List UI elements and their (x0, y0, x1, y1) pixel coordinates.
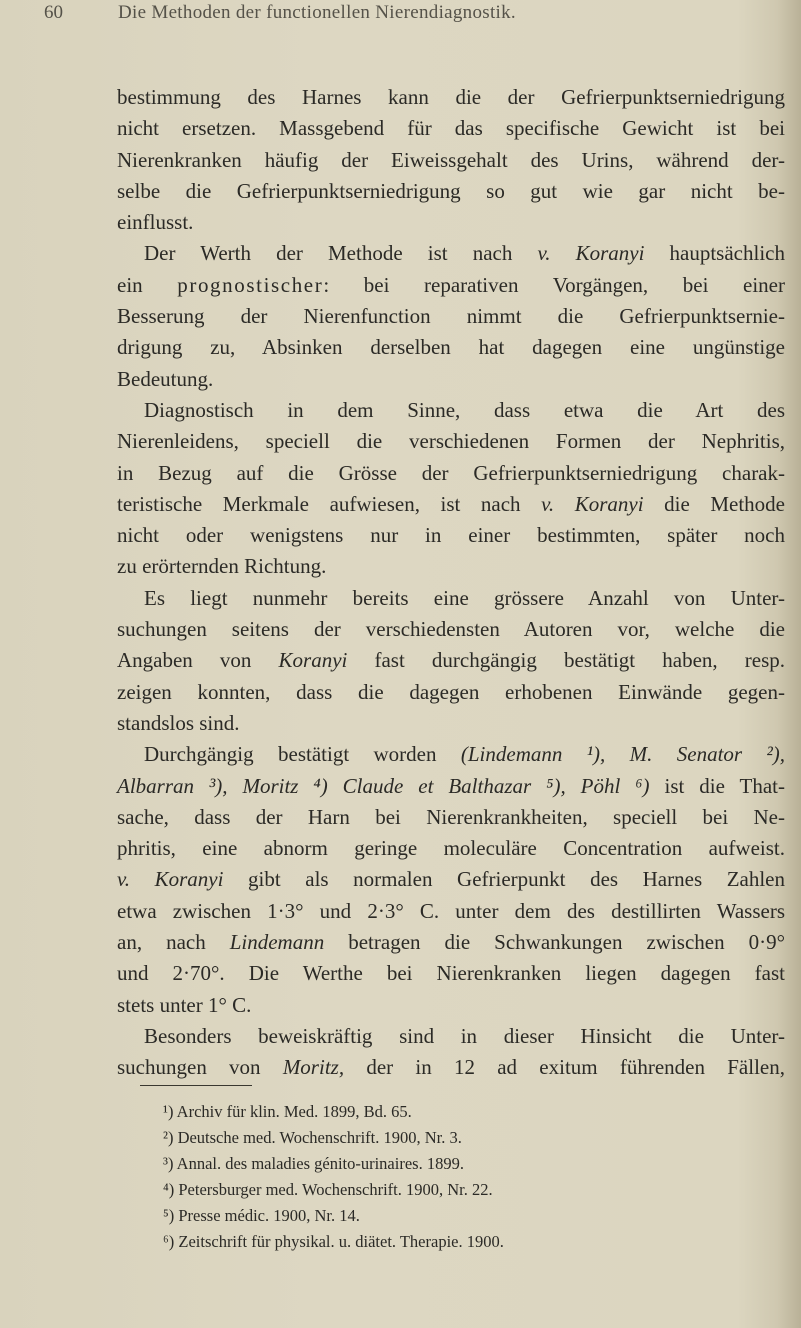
text-segment: zeigen konnten, dass die dagegen erhobenen Einwände gegen- (117, 679, 785, 704)
text-segment: Der Werth der Methode ist nach (144, 241, 538, 266)
text-line (117, 990, 785, 1021)
text-line (117, 489, 785, 520)
text-segment: stets unter 1° C. (117, 992, 252, 1017)
italic-text: Koranyi (278, 648, 348, 673)
italic-text: Albarran ³), Moritz ⁴) Claude et Balthazar ⁵), Pöhl ⁶) (117, 773, 650, 798)
footnote: ³) Annal. des maladies génito-urinaires. 1899. (163, 1154, 464, 1173)
text-line (117, 395, 785, 426)
text-segment: Es liegt nunmehr bereits eine grössere Anzahl von Unter- (144, 585, 785, 610)
text-line (117, 864, 785, 895)
footnote: ⁴) Petersburger med. Wochenschrift. 1900, Nr. 22. (163, 1180, 493, 1199)
text-line (117, 833, 785, 864)
text-line (117, 708, 785, 739)
text-segment: teristische Merkmale aufwiesen, ist nach (117, 491, 542, 516)
footnote-divider (140, 1085, 252, 1086)
text-segment: drigung zu, Absinken derselben hat dagegen eine ungünstige (117, 335, 785, 360)
text-line (117, 645, 785, 676)
text-segment: Nierenleidens, speciell die verschiedenen Formen der Nephritis, (117, 429, 785, 454)
text-segment: Besserung der Nierenfunction nimmt die Gefrierpunktsernie- (117, 304, 785, 329)
italic-text: v. Koranyi (537, 241, 645, 266)
text-line (117, 520, 785, 551)
text-segment: Bedeutung. (117, 366, 214, 391)
page-number: 60 (44, 2, 63, 23)
text-segment: Angaben von (117, 648, 279, 673)
text-line (117, 145, 785, 176)
text-segment: hauptsächlich (644, 241, 785, 266)
text-line (117, 927, 785, 958)
text-segment: der in 12 ad exitum führenden Fällen, (344, 1055, 785, 1080)
text-segment: nicht oder wenigstens nur in einer bestimmten, später noch (117, 523, 785, 548)
text-line (117, 270, 785, 301)
footnotes (163, 1099, 504, 1255)
text-line (117, 1052, 785, 1083)
text-line (117, 771, 785, 802)
text-line (117, 896, 785, 927)
footnote: ⁶) Zeitschrift für physikal. u. diätet. Therapie. 1900. (163, 1232, 504, 1251)
text-segment: suchungen seitens der verschiedensten Autoren vor, welche die (117, 617, 785, 642)
text-segment: und 2·70°. Die Werthe bei Nierenkranken liegen dagegen fast (117, 961, 785, 986)
text-line (117, 739, 785, 770)
text-line (117, 1021, 785, 1052)
text-segment: die Methode (643, 491, 785, 516)
text-segment: phritis, eine abnorm geringe moleculäre Concentration aufweist. (117, 836, 785, 861)
text-line (117, 958, 785, 989)
text-segment: Durchgängig bestätigt worden (144, 742, 461, 767)
text-segment: zu erörternden Richtung. (117, 554, 327, 579)
text-segment: an, nach (117, 930, 230, 955)
italic-text: v. Koranyi (117, 867, 224, 892)
text-line (117, 677, 785, 708)
text-line (117, 176, 785, 207)
page-header (44, 2, 784, 30)
body-text (117, 82, 785, 1084)
text-line (117, 802, 785, 833)
text-line (117, 583, 785, 614)
text-segment: bestimmung des Harnes kann die der Gefrierpunktserniedrigung (117, 85, 785, 109)
text-segment: ist die That- (649, 773, 786, 798)
italic-text: Moritz, (282, 1055, 345, 1080)
footnote: ⁵) Presse médic. 1900, Nr. 14. (163, 1206, 360, 1225)
footnote: ²) Deutsche med. Wochenschrift. 1900, Nr. 3. (163, 1128, 462, 1147)
italic-text: v. Koranyi (541, 491, 644, 516)
text-line (117, 364, 785, 395)
text-line (117, 614, 785, 645)
text-segment: sache, dass der Harn bei Nierenkrankheiten, speciell bei Ne- (117, 804, 785, 829)
running-title: Die Methoden der functionellen Nierendiagnostik. (118, 2, 516, 23)
italic-text: (Lindemann ¹), M. Senator ²), (460, 742, 785, 767)
text-segment: gibt als normalen Gefrierpunkt des Harnes Zahlen (223, 867, 785, 892)
text-segment: : bei reparativen Vorgängen, bei einer (323, 272, 785, 297)
text-line (117, 301, 785, 332)
text-segment: ein (117, 272, 178, 297)
text-segment: prognostischer (177, 272, 324, 297)
text-segment: selbe die Gefrierpunktserniedrigung so gut wie gar nicht be- (117, 178, 785, 203)
footnote: ¹) Archiv für klin. Med. 1899, Bd. 65. (163, 1102, 412, 1121)
text-line (117, 426, 785, 457)
text-segment: etwa zwischen 1·3° und 2·3° C. unter dem des destillirten Wassers (117, 898, 785, 923)
text-line (117, 458, 785, 489)
text-line (117, 332, 785, 363)
text-segment: betragen die Schwankungen zwischen 0·9° (324, 930, 785, 955)
text-segment: Nierenkranken häufig der Eiweissgehalt des Urins, während der- (117, 147, 785, 172)
text-line (117, 238, 785, 269)
text-segment: in Bezug auf die Grösse der Gefrierpunktserniedrigung charak- (117, 460, 785, 485)
text-segment: fast durchgängig bestätigt haben, resp. (347, 648, 785, 673)
text-segment: einflusst. (117, 210, 194, 235)
text-segment: standslos sind. (117, 710, 240, 735)
text-segment: Besonders beweiskräftig sind in dieser Hinsicht die Unter- (144, 1023, 785, 1048)
text-segment: suchungen von (117, 1055, 283, 1080)
italic-text: Lindemann (229, 930, 325, 955)
text-segment: Diagnostisch in dem Sinne, dass etwa die Art des (144, 397, 785, 422)
text-line (117, 82, 785, 113)
text-line (117, 113, 785, 144)
text-line (117, 207, 785, 238)
text-segment: nicht ersetzen. Massgebend für das specifische Gewicht ist bei (117, 116, 785, 141)
text-line (117, 551, 785, 582)
